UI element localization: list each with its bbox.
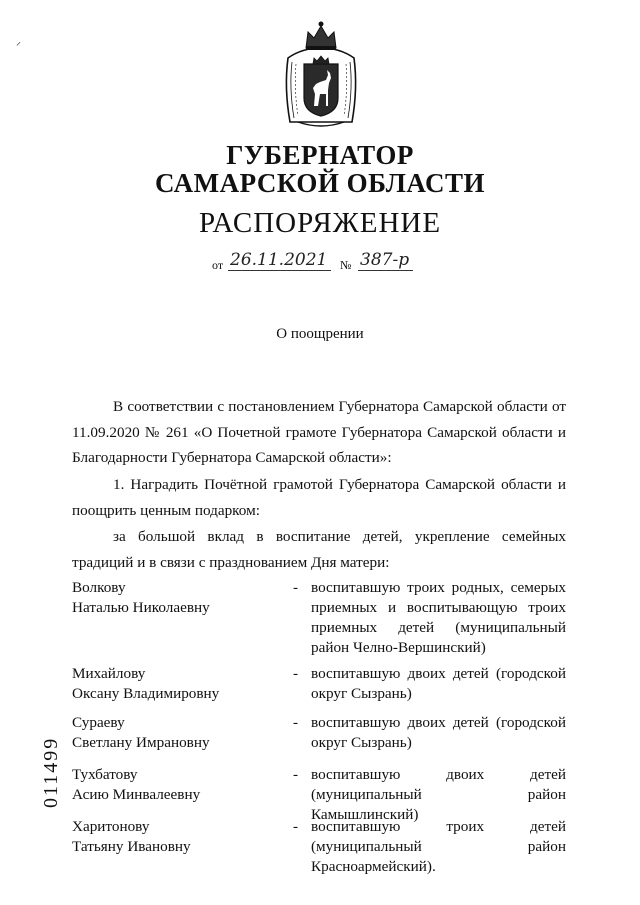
recipient-name bbox=[72, 578, 282, 618]
recipient-name bbox=[72, 817, 282, 857]
handwritten-mark: ⸍ bbox=[16, 41, 21, 52]
document-type: РАСПОРЯЖЕНИЕ bbox=[198, 207, 442, 239]
recipient-description: воспитавшую троих родных, семерых приемных и воспитывающую троих приемных детей (муниципальный район Челно-Вершинский) bbox=[311, 579, 566, 656]
recipient-dash: - bbox=[293, 579, 299, 596]
paragraph-basis: В соответствии с постановлением Губернатора Самарской области от 11.09.2020 № 261 «О Почетной грамоте Губернатора Самарской области и Благодарности Губернатора Самарской области»: bbox=[72, 398, 566, 466]
number-value: 387-р bbox=[358, 250, 413, 271]
date-label: от bbox=[212, 258, 224, 272]
recipient-surname: Сураеву bbox=[72, 714, 125, 731]
recipient-given-names: Наталью Николаевну bbox=[72, 599, 210, 616]
governor-title-line2: САМАРСКОЙ ОБЛАСТИ bbox=[154, 168, 486, 198]
recipient-surname: Михайлову bbox=[72, 665, 146, 682]
paragraph-award: 1. Наградить Почётной грамотой Губернатора Самарской области и поощрить ценным подарком: bbox=[72, 476, 566, 519]
recipient-surname: Тухбатову bbox=[72, 766, 138, 783]
recipient-description: воспитавшую двоих детей (городской округ Сызрань) bbox=[311, 714, 566, 751]
recipient-given-names: Светлану Имрановну bbox=[72, 734, 210, 751]
coat-of-arms-icon bbox=[280, 18, 362, 130]
recipient-description: воспитавшую двоих детей (городской округ Сызрань) bbox=[311, 665, 566, 702]
recipient-dash: - bbox=[293, 818, 299, 835]
recipient-dash: - bbox=[293, 766, 299, 783]
date-number-line bbox=[212, 250, 442, 274]
recipient-dash: - bbox=[293, 665, 299, 682]
number-label: № bbox=[340, 258, 352, 272]
recipient-name bbox=[72, 765, 282, 805]
governor-title-line1: ГУБЕРНАТОР bbox=[226, 140, 414, 170]
recipient-description: воспитавшую троих детей (муниципальный район Красноармейский). bbox=[311, 818, 566, 875]
paragraph-reason: за большой вклад в воспитание детей, укрепление семейных традиций и в связи с празднованием Дня матери: bbox=[72, 528, 566, 571]
recipient-name bbox=[72, 664, 282, 704]
document-subject: О поощрении bbox=[276, 326, 364, 342]
recipient-surname: Харитонову bbox=[72, 818, 150, 835]
recipient-surname: Волкову bbox=[72, 579, 126, 596]
recipient-given-names: Оксану Владимировну bbox=[72, 685, 220, 702]
recipient-name bbox=[72, 713, 282, 753]
date-value: 26.11.2021 bbox=[228, 250, 331, 271]
recipient-dash: - bbox=[293, 714, 299, 731]
recipient-description: воспитавшую двоих детей (муниципальный район Камышлинский) bbox=[311, 766, 566, 823]
serial-number: 011499 bbox=[40, 736, 62, 808]
recipient-given-names: Асию Минвалеевну bbox=[72, 786, 201, 803]
recipient-given-names: Татьяну Ивановну bbox=[72, 838, 191, 855]
